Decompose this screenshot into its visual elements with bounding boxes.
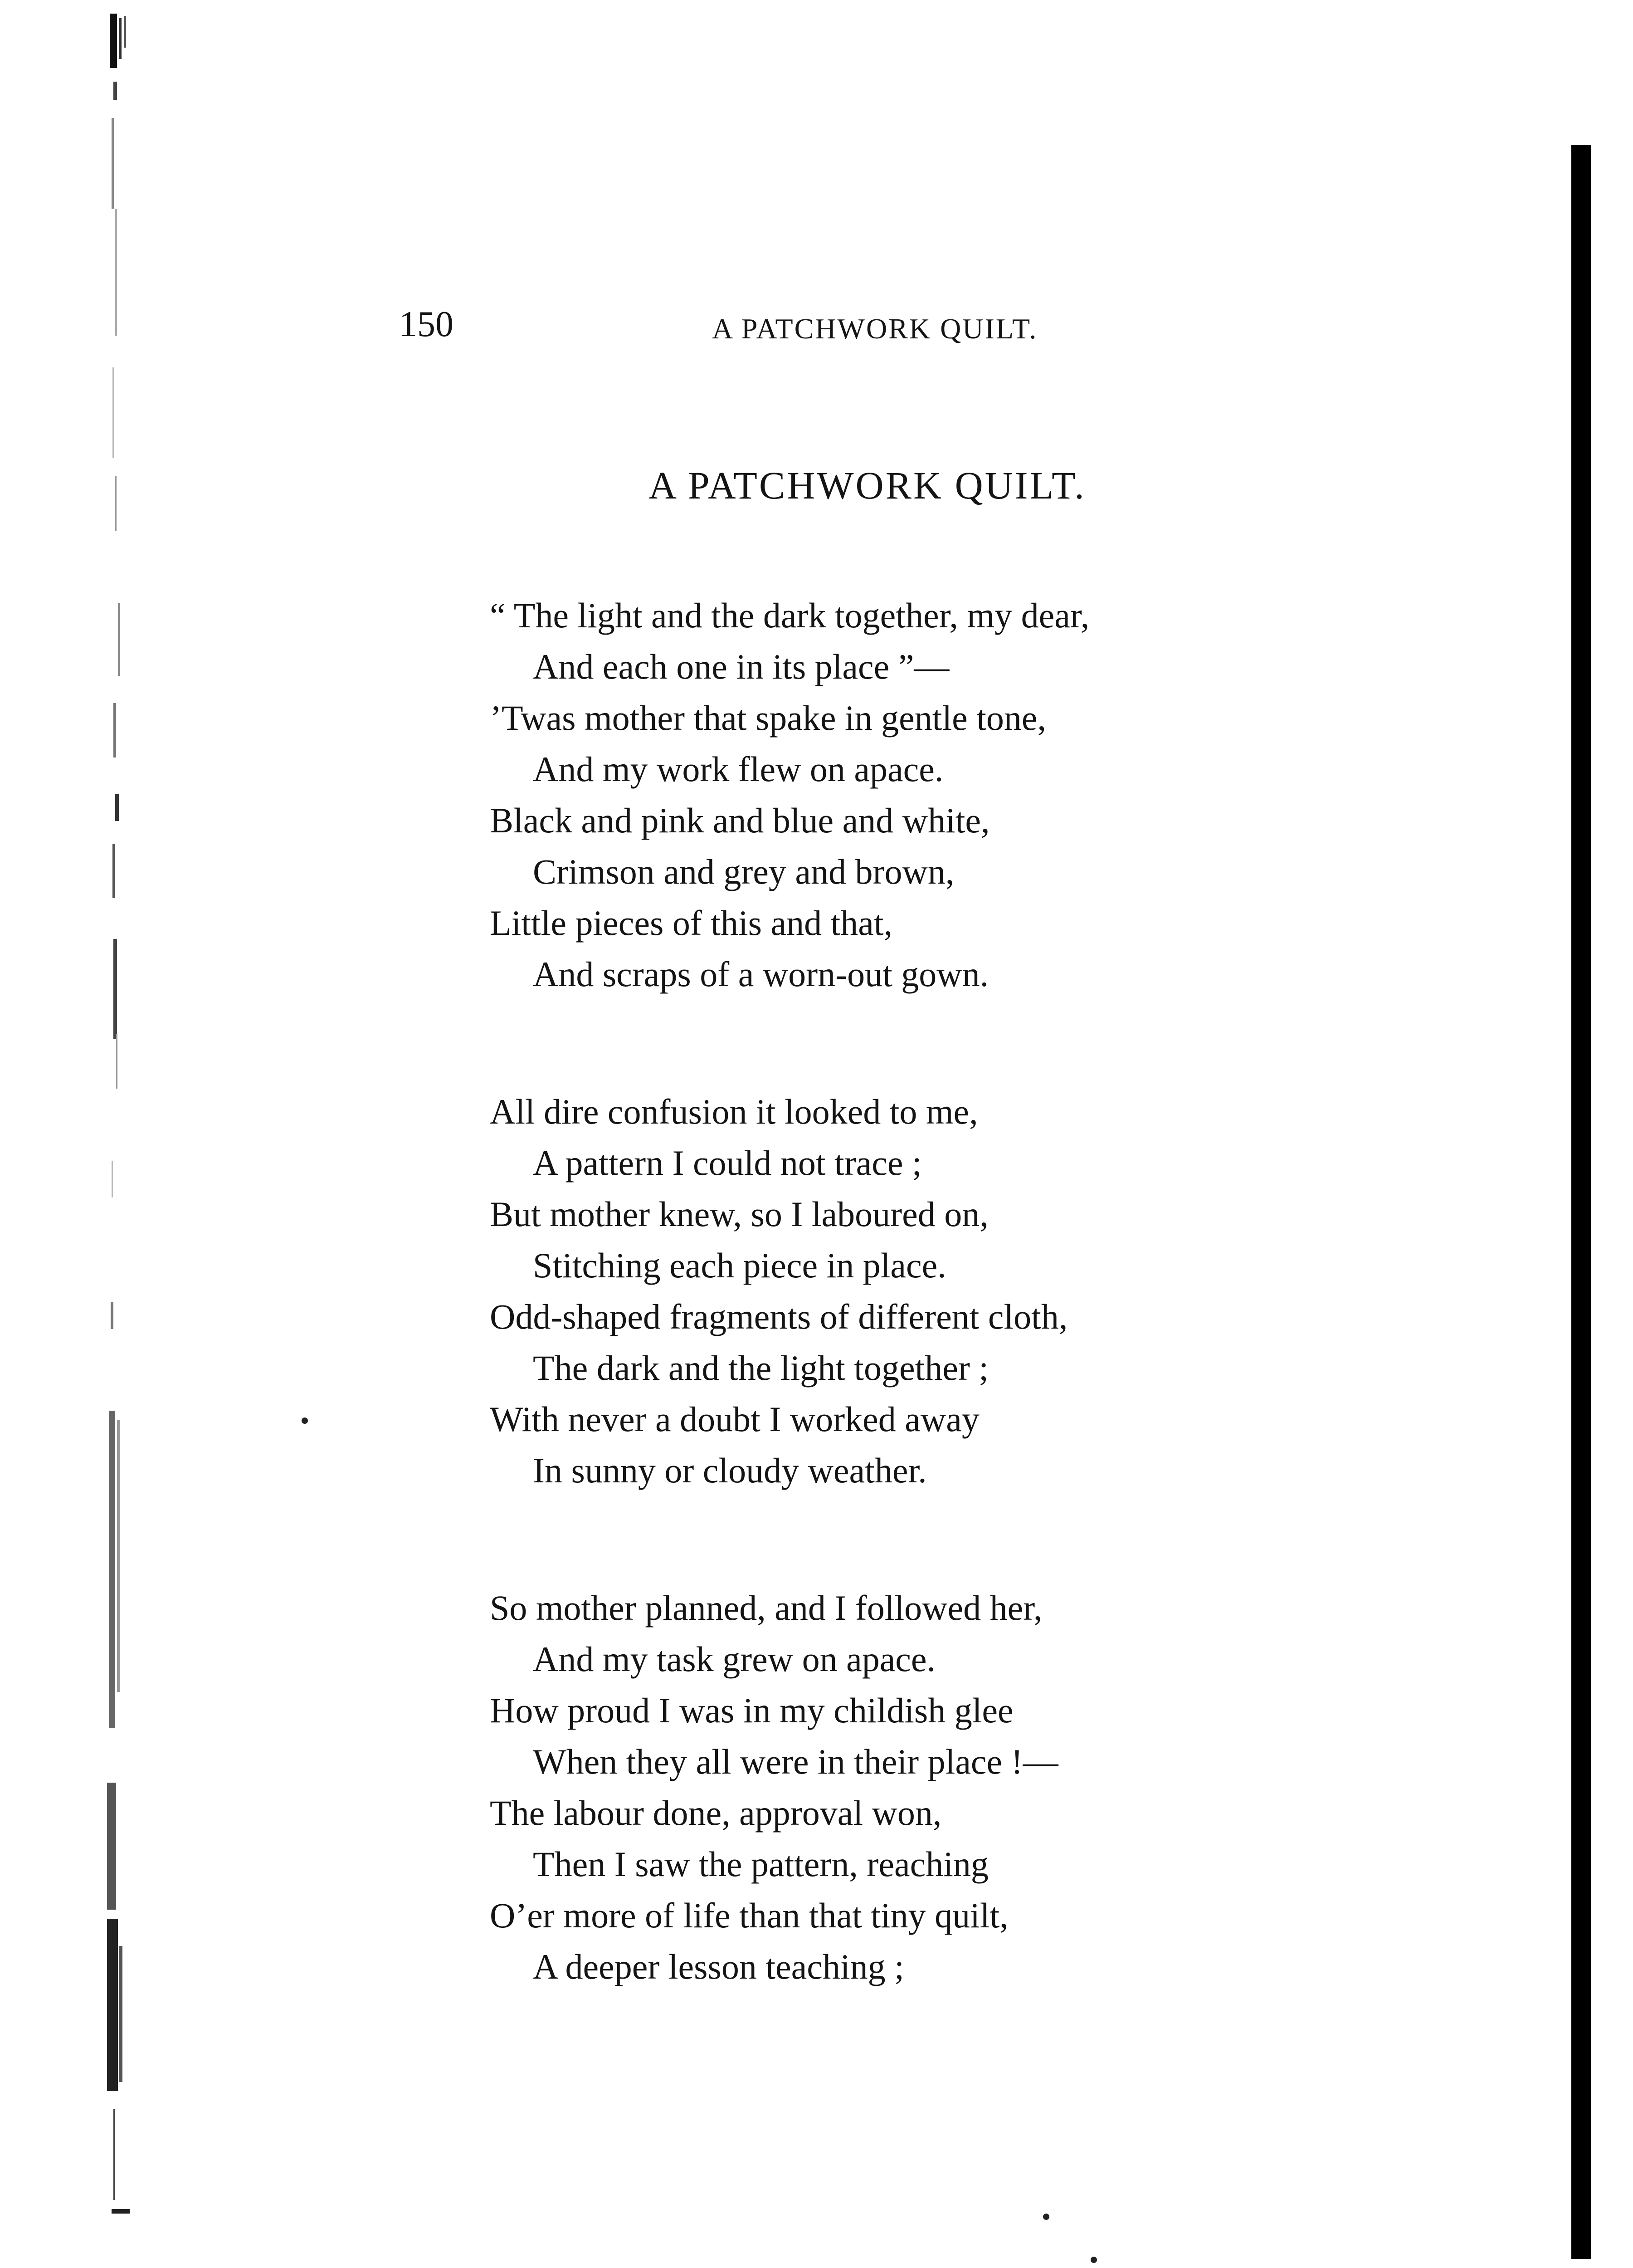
poem-line: In sunny or cloudy weather.: [533, 1451, 927, 1490]
poem-line: A deeper lesson teaching ;: [533, 1947, 904, 1986]
running-head: [399, 302, 1170, 347]
poem-line: When they all were in their place !—: [533, 1742, 1058, 1781]
scan-edge-shadow: [1571, 145, 1591, 2259]
stanza-2: [490, 1086, 1397, 1496]
poem-line: How proud I was in my childish glee: [490, 1691, 1014, 1730]
poem-line: Stitching each piece in place.: [533, 1246, 946, 1285]
stanza-1: [490, 590, 1397, 1000]
poem-title: A PATCHWORK QUILT.: [648, 464, 1086, 507]
poem-line: And my work flew on apace.: [533, 749, 944, 789]
poem-line: Black and pink and blue and white,: [490, 801, 990, 840]
poem-line: Odd-shaped fragments of different cloth,: [490, 1297, 1068, 1336]
poem-line: And my task grew on apace.: [533, 1639, 936, 1679]
poem-line: ’Twas mother that spake in gentle tone,: [490, 698, 1047, 738]
poem-line: Crimson and grey and brown,: [533, 852, 955, 891]
poem-body: [490, 590, 1397, 2078]
poem-line: The dark and the light together ;: [533, 1348, 989, 1388]
poem-line: A pattern I could not trace ;: [533, 1143, 922, 1183]
poem-line: And scraps of a worn-out gown.: [533, 954, 989, 994]
scan-speck: [302, 1418, 308, 1424]
page-number: 150: [399, 304, 453, 344]
poem-line: Little pieces of this and that,: [490, 903, 893, 943]
scan-speck: [1043, 2214, 1049, 2220]
poem-line: “ The light and the dark together, my dear,: [490, 596, 1090, 635]
poem-line: The labour done, approval won,: [490, 1793, 942, 1833]
scan-speck: [1091, 2257, 1097, 2263]
running-title: A PATCHWORK QUILT.: [712, 313, 1038, 345]
stanza-3: [490, 1582, 1397, 1992]
poem-line: But mother knew, so I laboured on,: [490, 1194, 989, 1234]
poem-line: With never a doubt I worked away: [490, 1399, 980, 1439]
poem-line: And each one in its place ”—: [533, 647, 950, 686]
poem-line: All dire confusion it looked to me,: [490, 1092, 978, 1131]
poem-line: Then I saw the pattern, reaching: [533, 1844, 989, 1884]
scan-gutter-artifact: [68, 14, 141, 2259]
poem-line: So mother planned, and I followed her,: [490, 1588, 1043, 1628]
poem-line: O’er more of life than that tiny quilt,: [490, 1896, 1009, 1935]
